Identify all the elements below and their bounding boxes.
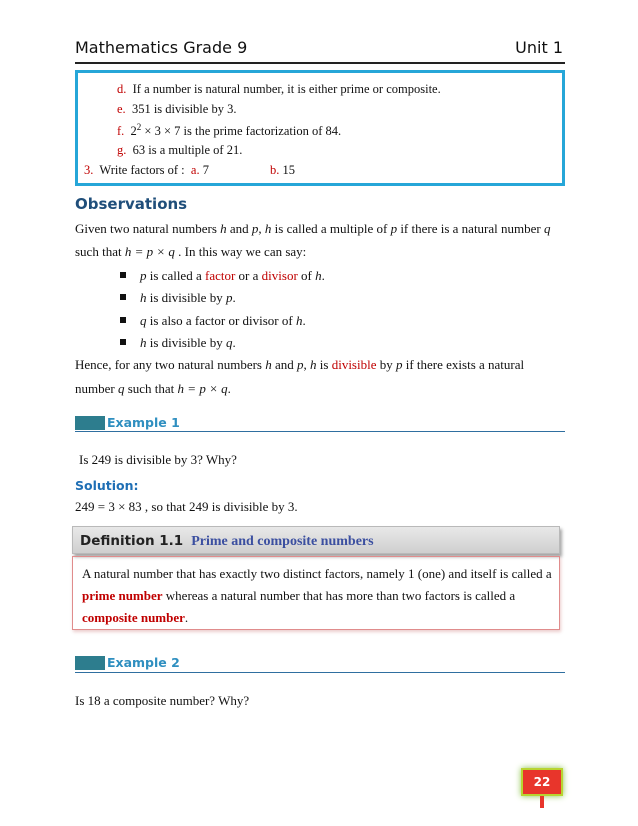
solution-text: 249 = 3 × 83 , so that 249 is divisible by 3. [75, 499, 298, 514]
solution-label: Solution: [75, 478, 139, 493]
example-2-tab [75, 656, 105, 670]
bullet-divisible-p: h is divisible by p. [140, 290, 236, 305]
example-1-tab [75, 416, 105, 430]
definition-line-3: composite number. [82, 610, 189, 625]
observations-heading: Observations [75, 195, 188, 213]
bullet-divisible-q: h is divisible by q. [140, 335, 236, 350]
header-rule [75, 62, 565, 64]
example-1-label: Example 1 [107, 415, 180, 430]
bullet-q-factor: q is also a factor or divisor of h. [140, 313, 306, 328]
observations-line-2: such that h = p × q . In this way we can say: [75, 244, 307, 259]
exercise-q3: 3. Write factors of : a. 7 [84, 163, 209, 177]
header-unit: Unit 1 [515, 38, 563, 57]
bullet-factor: p is called a factor or a divisor of h. [140, 268, 325, 283]
page-number-tail [540, 796, 544, 808]
exercise-item-g: g. 63 is a multiple of 21. [117, 143, 243, 157]
example-2-question: Is 18 a composite number? Why? [75, 693, 250, 708]
definition-line-2: prime number whereas a natural number that has more than two factors is called a [82, 588, 516, 603]
exercise-item-f: f. $2^2 \times 3 \times 7$ is the prime factorization of 84. [117, 122, 342, 139]
observations-line-1: Given two natural numbers h and p, h is called a multiple of p if there is a natural number q [75, 221, 551, 236]
exercise-q3-b: b. 15 [270, 163, 295, 177]
page-number: 22 [521, 768, 563, 796]
example-1-rule [75, 431, 565, 432]
hence-line-2: number q such that h = p × q. [75, 381, 231, 396]
exercise-item-d: d. If a number is natural number, it is either prime or composite. [117, 82, 441, 96]
example-2-label: Example 2 [107, 655, 180, 670]
header-title: Mathematics Grade 9 [75, 38, 248, 57]
exercise-item-e: e. 351 is divisible by 3. [117, 102, 237, 116]
example-2-rule [75, 672, 565, 673]
example-1-question: Is 249 is divisible by 3? Why? [79, 452, 237, 467]
hence-line-1: Hence, for any two natural numbers h and p, h is divisible by p if there exists a natural [75, 357, 525, 372]
definition-line-1: A natural number that has exactly two distinct factors, namely 1 (one) and itself is called a [82, 566, 552, 581]
definition-title: Definition 1.1 Prime and composite numbers [80, 533, 374, 549]
